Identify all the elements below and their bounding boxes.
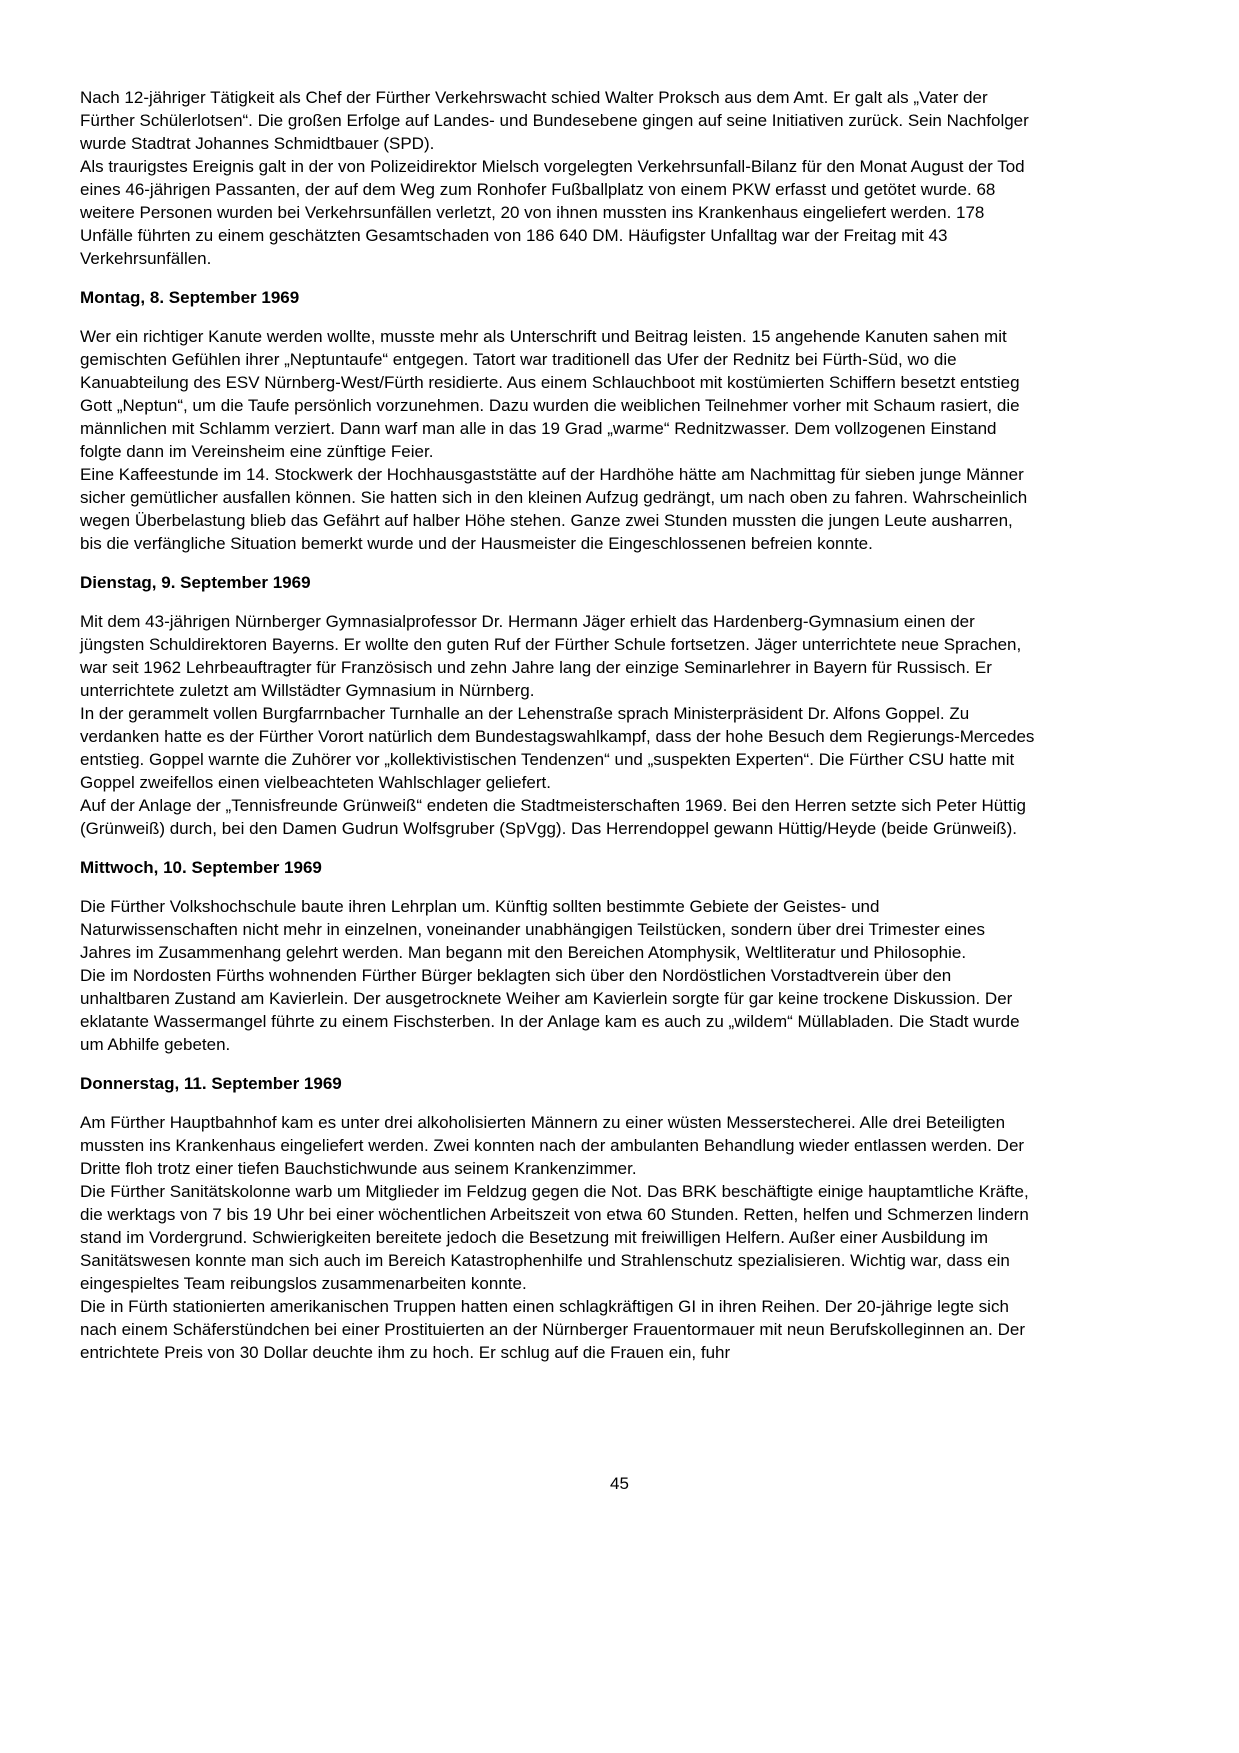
section-donnerstag-11-september: [80, 1072, 1038, 1364]
paragraph: Die Fürther Sanitätskolonne warb um Mitglieder im Feldzug gegen die Not. Das BRK beschäftigte einige hauptamtliche Kräfte, die werktags von 7 bis 19 Uhr bei einer wöchentlichen Arbeitszeit von etwa 60 Stunden. Retten, helfen und Schmerzen lindern stand im Vordergrund. Schwierigkeiten bereitete jedoch die Besetzung mit freiwilligen Helfern. Außer einer Ausbildung im Sanitätswesen konnte man sich auch im Bereich Katastrophenhilfe und Strahlenschutz spezialisieren. Wichtig war, dass ein eingespieltes Team reibungslos zusammenarbeiten konnte.: [80, 1182, 1029, 1293]
paragraph: In der gerammelt vollen Burgfarrnbacher Turnhalle an der Lehenstraße sprach Ministerpräsident Dr. Alfons Goppel. Zu verdanken hatte es der Fürther Vorort natürlich dem Bundestagswahlkampf, dass der hohe Besuch dem Regierungs-Mercedes entstieg. Goppel warnte die Zuhörer vor „kollektivistischen Tendenzen“ und „suspekten Experten“. Die Fürther CSU hatte mit Goppel zweifellos einen vielbeachteten Wahlschlager geliefert.: [80, 704, 1035, 792]
section-intro: [80, 86, 1038, 270]
page-number: 45: [610, 1474, 629, 1493]
paragraph: Am Fürther Hauptbahnhof kam es unter drei alkoholisierten Männern zu einer wüsten Messerstecherei. Alle drei Beteiligten mussten ins Krankenhaus eingeliefert werden. Zwei konnten nach der ambulanten Behandlung wieder entlassen werden. Der Dritte floh trotz einer tiefen Bauchstichwunde aus seinem Krankenzimmer.: [80, 1113, 1025, 1178]
paragraph: Eine Kaffeestunde im 14. Stockwerk der Hochhausgaststätte auf der Hardhöhe hätte am Nachmittag für sieben junge Männer sicher gemütlicher ausfallen können. Sie hatten sich in den kleinen Aufzug gedrängt, um nach oben zu fahren. Wahrscheinlich wegen Überbelastung blieb das Gefährt auf halber Höhe stehen. Ganze zwei Stunden mussten die jungen Leute ausharren, bis die verfängliche Situation bemerkt wurde und der Hausmeister die Eingeschlossenen befreien konnte.: [80, 465, 1028, 553]
paragraph: Die im Nordosten Fürths wohnenden Fürther Bürger beklagten sich über den Nordöstlichen Vorstadtverein über den unhaltbaren Zustand am Kavierlein. Der ausgetrocknete Weiher am Kavierlein sorgte für gar keine trockene Diskussion. Der eklatante Wassermangel führte zu einem Fischsterben. In der Anlage kam es auch zu „wildem“ Müllabladen. Die Stadt wurde um Abhilfe gebeten.: [80, 966, 1020, 1054]
section-heading: Mittwoch, 10. September 1969: [80, 858, 322, 877]
paragraph: Mit dem 43-jährigen Nürnberger Gymnasialprofessor Dr. Hermann Jäger erhielt das Hardenberg-Gymnasium einen der jüngsten Schuldirektoren Bayerns. Er wollte den guten Ruf der Fürther Schule fortsetzen. Jäger unterrichtete neue Sprachen, war seit 1962 Lehrbeauftragter für Französisch und zehn Jahre lang der einzige Seminarlehrer in Bayern für Russisch. Er unterrichtete zuletzt am Willstädter Gymnasium in Nürnberg.: [80, 612, 1022, 700]
document-content: [80, 86, 1038, 1364]
section-dienstag-9-september: [80, 571, 1038, 840]
paragraph: Als traurigstes Ereignis galt in der von Polizeidirektor Mielsch vorgelegten Verkehrsunfall-Bilanz für den Monat August der Tod eines 46-jährigen Passanten, der auf dem Weg zum Ronhofer Fußballplatz von einem PKW erfasst und getötet wurde. 68 weitere Personen wurden bei Verkehrsunfällen verletzt, 20 von ihnen mussten ins Krankenhaus eingeliefert werden. 178 Unfälle führten zu einem geschätzten Gesamtschaden von 186 640 DM. Häufigster Unfalltag war der Freitag mit 43 Verkehrsunfällen.: [80, 157, 1025, 268]
section-heading: Dienstag, 9. September 1969: [80, 573, 311, 592]
page-footer: [0, 1472, 1239, 1495]
section-heading: Donnerstag, 11. September 1969: [80, 1074, 342, 1093]
paragraph: Nach 12-jähriger Tätigkeit als Chef der Fürther Verkehrswacht schied Walter Proksch aus dem Amt. Er galt als „Vater der Fürther Schülerlotsen“. Die großen Erfolge auf Landes- und Bundesebene gingen auf seine Initiativen zurück. Sein Nachfolger wurde Stadtrat Johannes Schmidtbauer (SPD).: [80, 88, 1029, 153]
section-mittwoch-10-september: [80, 856, 1038, 1056]
section-heading: Montag, 8. September 1969: [80, 288, 300, 307]
section-montag-8-september: [80, 286, 1038, 555]
paragraph: Die Fürther Volkshochschule baute ihren Lehrplan um. Künftig sollten bestimmte Gebiete der Geistes- und Naturwissenschaften nicht mehr in einzelnen, voneinander unabhängigen Teilstücken, sondern über drei Trimester eines Jahres im Zusammenhang gelehrt werden. Man begann mit den Bereichen Atomphysik, Weltliteratur und Philosophie.: [80, 897, 986, 962]
paragraph: Die in Fürth stationierten amerikanischen Truppen hatten einen schlagkräftigen GI in ihren Reihen. Der 20-jährige legte sich nach einem Schäferstündchen bei einer Prostituierten an der Nürnberger Frauentormauer mit neun Berufskolleginnen an. Der entrichtete Preis von 30 Dollar deuchte ihm zu hoch. Er schlug auf die Frauen ein, fuhr: [80, 1297, 1025, 1362]
paragraph: Wer ein richtiger Kanute werden wollte, musste mehr als Unterschrift und Beitrag leisten. 15 angehende Kanuten sahen mit gemischten Gefühlen ihrer „Neptuntaufe“ entgegen. Tatort war traditionell das Ufer der Rednitz bei Fürth-Süd, wo die Kanuabteilung des ESV Nürnberg-West/Fürth residierte. Aus einem Schlauchboot mit kostümierten Schiffern besetzt entstieg Gott „Neptun“, um die Taufe persönlich vorzunehmen. Dazu wurden die weiblichen Teilnehmer vorher mit Schaum rasiert, die männlichen mit Schlamm verziert. Dann warf man alle in das 19 Grad „warme“ Rednitzwasser. Dem vollzogenen Einstand folgte dann im Vereinsheim eine zünftige Feier.: [80, 327, 1020, 461]
paragraph: Auf der Anlage der „Tennisfreunde Grünweiß“ endeten die Stadtmeisterschaften 1969. Bei den Herren setzte sich Peter Hüttig (Grünweiß) durch, bei den Damen Gudrun Wolfsgruber (SpVgg). Das Herrendoppel gewann Hüttig/Heyde (beide Grünweiß).: [80, 796, 1026, 838]
